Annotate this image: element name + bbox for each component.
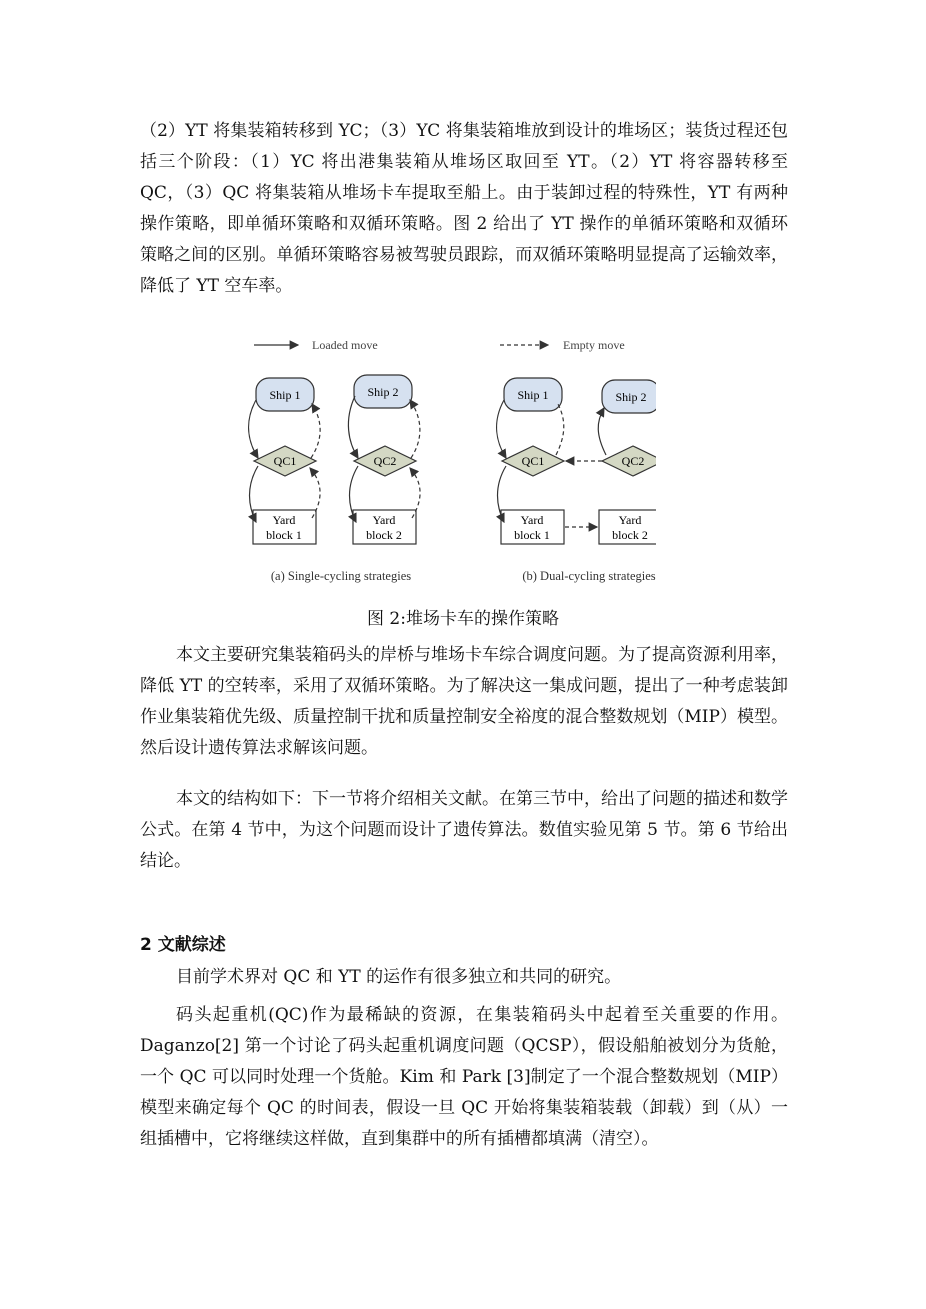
empty-arrow-qc1-ship1 (311, 404, 320, 458)
yt-strategy-diagram (236, 330, 656, 595)
figure-caption: 图 2:堆场卡车的操作策略 (367, 609, 559, 629)
yard-block-2-label-bottom-b: block 2 (612, 528, 648, 542)
ship-2-label-b: Ship 2 (615, 390, 647, 404)
qc-1-label: QC1 (273, 454, 297, 468)
ship-1-label: Ship 1 (269, 388, 301, 402)
qc-2-label: QC2 (373, 454, 397, 468)
ship-1-label-b: Ship 1 (517, 388, 549, 402)
empty-arrow-qc2-ship2 (410, 400, 420, 458)
yard-block-1-label-bottom: block 1 (266, 528, 302, 542)
qc-2-label-b: QC2 (621, 454, 645, 468)
figure-2 (236, 330, 656, 595)
qc-1-label-b: QC1 (521, 454, 545, 468)
subcaption-a: (a) Single-cycling strategies (270, 569, 412, 583)
yard-block-2-label-top-b: Yard (618, 513, 642, 527)
legend-empty-label: Empty move (563, 338, 625, 352)
yard-block-2-label-top: Yard (372, 513, 396, 527)
loaded-arrow-ship1-qc1 (249, 400, 258, 458)
loaded-arrow-qc2-ship2-b (598, 408, 606, 455)
yard-block-1-label-top: Yard (272, 513, 296, 527)
section-heading: 2 文献综述 (140, 935, 226, 955)
legend-loaded-label: Loaded move (312, 338, 378, 352)
yard-block-2-label-bottom: block 2 (366, 528, 402, 542)
ship-2-label: Ship 2 (367, 385, 399, 399)
body-paragraph-3: 本文的结构如下：下一节将介绍相关文献。在第三节中，给出了问题的描述和数学公式。在第 4 节中，为这个问题而设计了遗传算法。数值实验见第 5 节。第 6 节给出结论。 (140, 789, 788, 871)
body-paragraph-5: 码头起重机(QC)作为最稀缺的资源，在集装箱码头中起着至关重要的作用。Daganzo[2] 第一个讨论了码头起重机调度问题（QCSP），假设船舶被划分为货舱，一个 QC 可以同时处理一个货舱。Kim 和 Park [3]制定了一个混合整数规划（MIP）模型来确定每个 QC 的时间表，假设一旦 QC 开始将集装箱装载（卸载）到（从）一组插槽中，它将继续这样做，直到集群中的所有插槽都填满（清空）。 (140, 1005, 788, 1149)
loaded-arrow-ship2-qc2 (348, 396, 358, 458)
body-paragraph-2: 本文主要研究集装箱码头的岸桥与堆场卡车综合调度问题。为了提高资源利用率，降低 YT 的空转率，采用了双循环策略。为了解决这一集成问题，提出了一种考虑装卸作业集装箱优先级、质量控制干扰和质量控制安全裕度的混合整数规划（MIP）模型。然后设计遗传算法求解该问题。 (140, 645, 788, 758)
body-paragraph-1: （2）YT 将集装箱转移到 YC；（3）YC 将集装箱堆放到设计的堆场区；装货过程还包括三个阶段：（1）YC 将出港集装箱从堆场区取回至 YT。（2）YT 将容器转移至 QC，（3）QC 将集装箱从堆场卡车提取至船上。由于装卸过程的特殊性，YT 有两种操作策略，即单循环策略和双循环策略。图 2 给出了 YT 操作的单循环策略和双循环策略之间的区别。单循环策略容易被驾驶员跟踪，而双循环策略明显提高了运输效率，降低了 YT 空车率。 (140, 121, 788, 296)
body-paragraph-4: 目前学术界对 QC 和 YT 的运作有很多独立和共同的研究。 (176, 967, 622, 987)
loaded-arrow-ship1-qc1-b (497, 400, 506, 458)
yard-block-1-label-top-b: Yard (520, 513, 544, 527)
dual-cycling-panel (497, 378, 656, 583)
yard-block-1-label-bottom-b: block 1 (514, 528, 550, 542)
single-cycling-panel (249, 375, 420, 583)
subcaption-b: (b) Dual-cycling strategies (522, 569, 656, 583)
empty-arrow-qc1-ship1-b (556, 404, 564, 455)
